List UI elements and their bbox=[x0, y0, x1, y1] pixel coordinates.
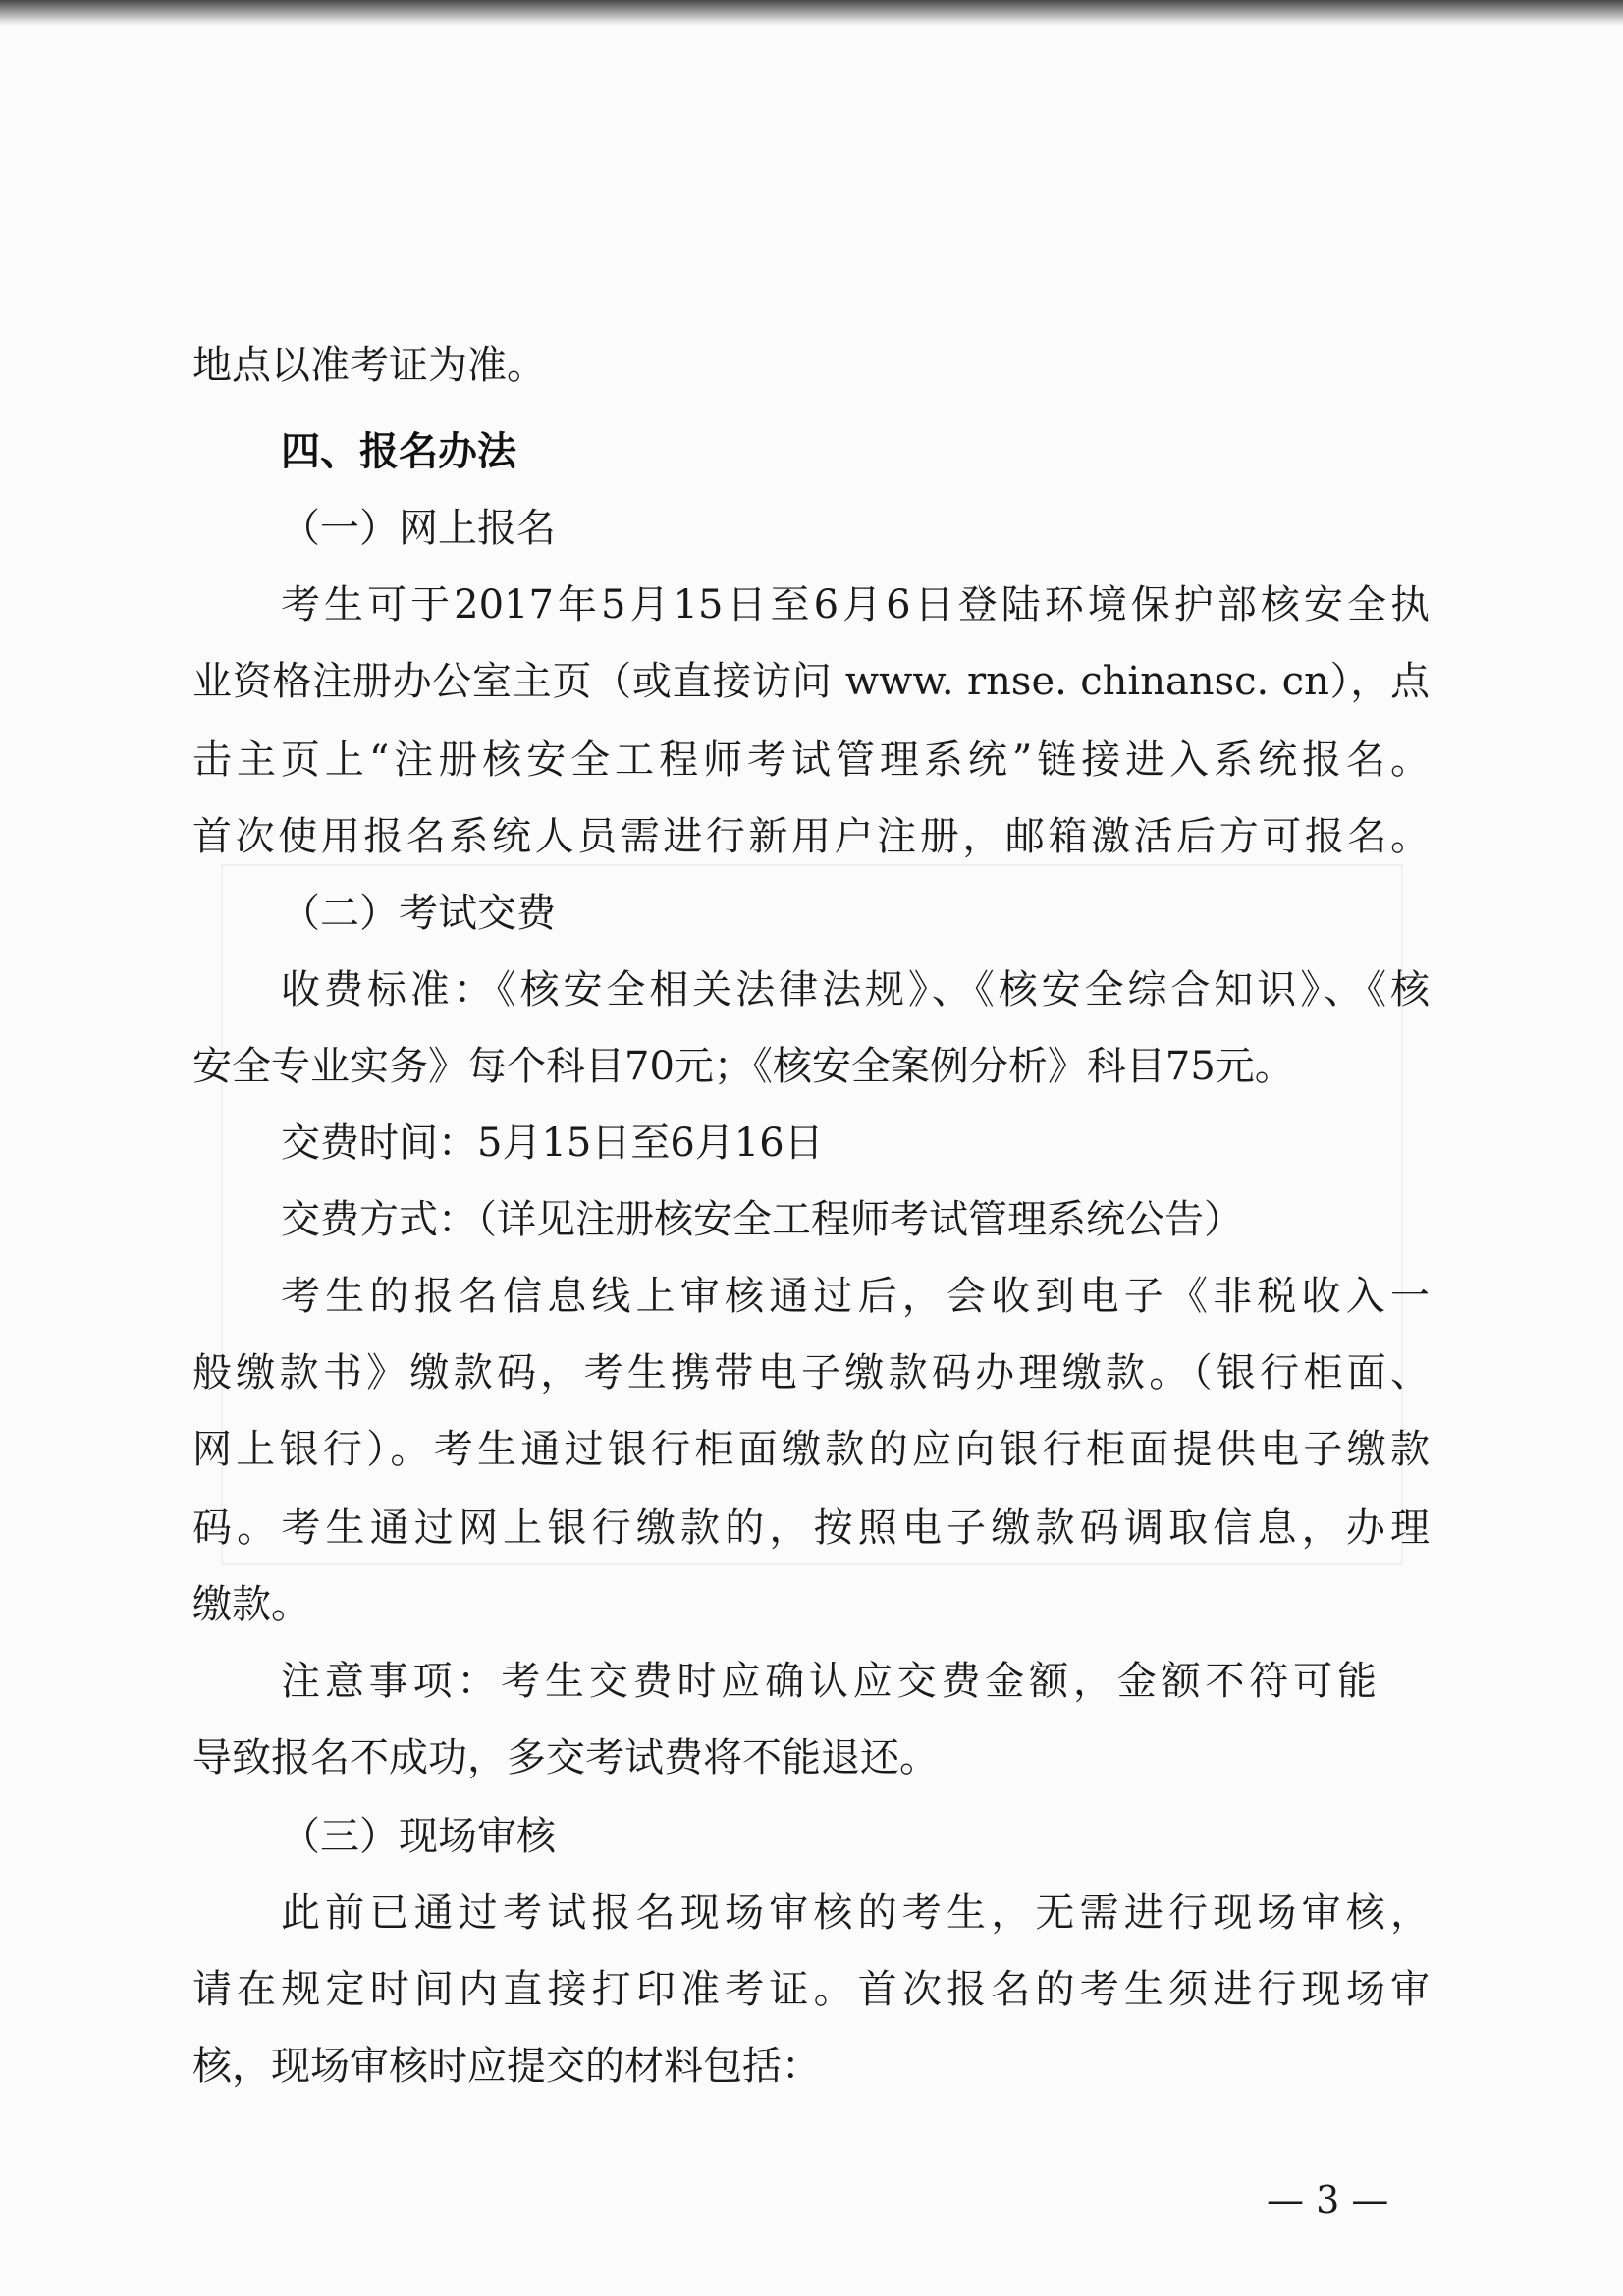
page-number: — 3 — bbox=[1267, 2178, 1389, 2221]
text-line-5: 业资格注册办公室主页（或直接访问 www. rnse. chinansc. cn），点 bbox=[192, 659, 1430, 704]
text-line-22: 请在规定时间内直接打印准考证。首次报名的考生须进行现场审 bbox=[192, 1967, 1430, 2012]
text-line-10: 安全专业实务》每个科目70元；《核安全案例分析》科目75元。 bbox=[192, 1044, 1294, 1089]
text-line-fee-method: 交费方式：（详见注册核安全工程师考试管理系统公告） bbox=[281, 1197, 1243, 1242]
text-line-14: 般缴款书》缴款码，考生携带电子缴款码办理缴款。（银行柜面、 bbox=[192, 1350, 1430, 1395]
subheading-online-registration: （一）网上报名 bbox=[281, 506, 556, 551]
text-line-15: 网上银行）。考生通过银行柜面缴款的应向银行柜面提供电子缴款 bbox=[192, 1427, 1430, 1472]
text-line-13: 考生的报名信息线上审核通过后，会收到电子《非税收入一 bbox=[281, 1274, 1430, 1319]
text-line-1: 地点以准考证为准。 bbox=[192, 343, 546, 388]
subheading-exam-fee: （二）考试交费 bbox=[281, 891, 556, 936]
text-line-23: 核，现场审核时应提交的材料包括： bbox=[192, 2044, 821, 2089]
text-line-notice: 注意事项：考生交费时应确认应交费金额，金额不符可能 bbox=[281, 1659, 1377, 1704]
section-heading-registration: 四、报名办法 bbox=[281, 429, 516, 474]
text-line-6: 击主页上“注册核安全工程师考试管理系统”链接进入系统报名。 bbox=[192, 738, 1430, 783]
text-line-17: 缴款。 bbox=[192, 1582, 310, 1627]
text-line-9: 收费标准：《核安全相关法律法规》、《核安全综合知识》、《核 bbox=[281, 967, 1430, 1012]
text-line-16: 码。考生通过网上银行缴款的，按照电子缴款码调取信息，办理 bbox=[192, 1505, 1430, 1551]
subheading-onsite-review: （三）现场审核 bbox=[281, 1814, 556, 1859]
text-line-7: 首次使用报名系统人员需进行新用户注册，邮箱激活后方可报名。 bbox=[192, 814, 1430, 859]
scan-edge-shadow bbox=[0, 0, 1623, 26]
text-line-4: 考生可于2017年5月15日至6月6日登陆环境保护部核安全执 bbox=[281, 582, 1430, 628]
text-line-19: 导致报名不成功，多交考试费将不能退还。 bbox=[192, 1735, 939, 1780]
text-line-fee-time: 交费时间：5月15日至6月16日 bbox=[281, 1121, 824, 1166]
text-line-21: 此前已通过考试报名现场审核的考生，无需进行现场审核， bbox=[281, 1890, 1430, 1936]
